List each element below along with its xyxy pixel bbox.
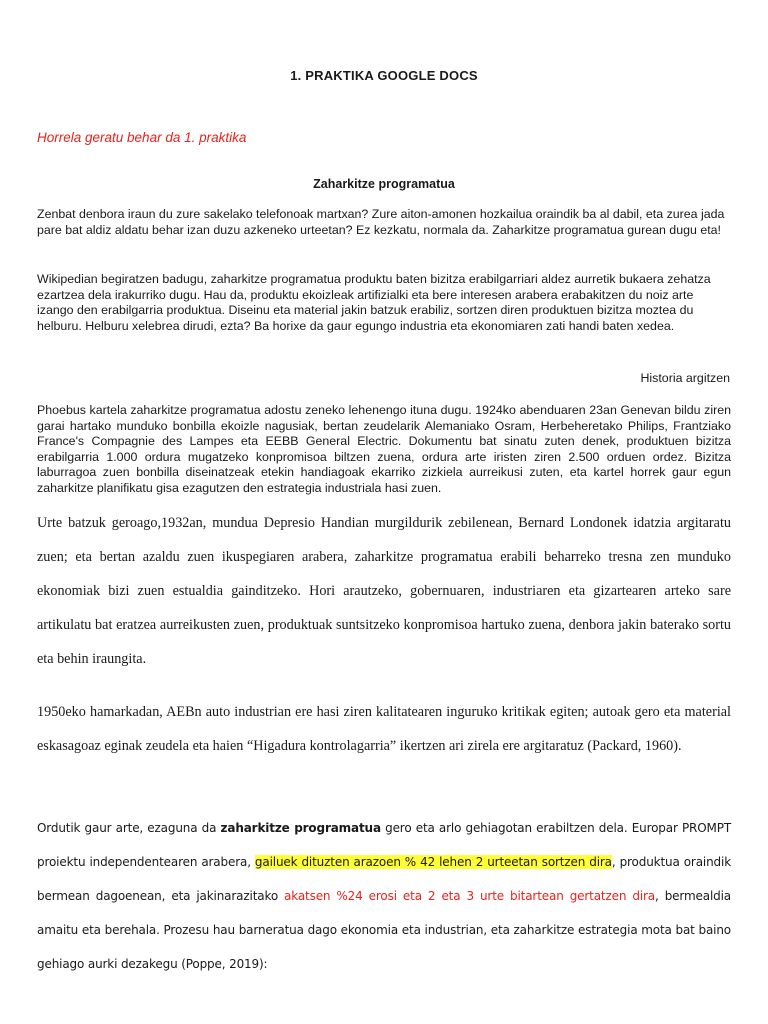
p3-after: zaharkitze programatua adostu zeneko lehenengo ituna dugu. 1924ko abenduaren 23an Genevan bildu ziren garai hartako munduko bonbilla ekoizle nagusiak, bertan zeudelarik Alemaniako Osram, Herbeheretako Philips, Frantziako France's Compagnie des Lampes eta EEBB General Electric. Dokumentu bat sinatu zuten denek, produktuen bizitza erabilgarria 1.000 ordura mugatzeko konpromisoa biltzen zuena, ordura arte iristen ziren 2.500 orduen ordez. Bizitza laburragoa zuen bonbilla diseinatzeak etekin handiagoak ekarriko zizkiela aurreikusi zuten, eta kartel horrek gaur egun zaharkitze planifikatu gisa ezagutzen den estrategia industriala hasi zuen. — [37, 403, 731, 495]
p6-b: gero eta arlo gehiagotan erabiltzen dela. Europar PROMPT proiektu independentearen arabera, — [37, 821, 732, 869]
p6-d: , bermealdia amaitu eta berehala. Prozesu hau barneratua dago ekonomia eta industrian, eta zaharkitze estrategia mota bat baino gehiago aurki dezakegu (Poppe, 2019): — [37, 889, 731, 971]
p6-red-text: akatsen %24 erosi eta 2 eta 3 urte bitartean gertatzen dira — [284, 889, 655, 903]
p2-before: Wikipedian begiratzen badugu, — [37, 272, 211, 286]
red-note: Horrela geratu behar da 1. praktika — [37, 130, 247, 145]
p2-after: produktu baten bizitza erabilgarriari aldez aurretik bukaera zehatza ezartzea dela irakurriko dugu. Hau da, produktu ekoizleak artifizialki eta bere interesen arabera erabakitzen du noiz arte izango den erabilgarria produktua. Diseinu eta material jakin batzuk erabiliz, sortzen diren produktuen bizitza moztea du helburu. Helburu xelebrea dirudi, ezta? Ba horixe da gaur egungo industria eta ekonomiaren zati handi baten xedea. — [37, 272, 711, 333]
paragraph-london: Urte batzuk geroago,1932an, mundua Depresio Handian murgildurik zebilenean, Bernard Londonek idatzia argitaratu zuen; eta bertan azaldu zuen ikuspegiaren arabera, zaharkitze programatua erabili beharreko tresna zen munduko ekonomiak bizi zuen estualdia gainditzeko. Hori arautzeko, gobernuaren, industriaren eta gizartearen arteko sare artikulatu bat eratzea aurreikusten zuen, produktuak suntsitzeko konpromisoa hartuko zuena, denbora jakin baterako sortu eta behin iraungita. — [37, 515, 731, 667]
p3-term: Phoebus kartela — [37, 403, 127, 417]
document-title: 1. PRAKTIKA GOOGLE DOCS — [290, 68, 478, 83]
p6-a: Ordutik gaur arte, ezaguna da — [37, 821, 221, 835]
section-title: Zaharkitze programatua — [313, 177, 455, 191]
section-label-historia: Historia argitzen — [640, 371, 730, 385]
p6-highlight: gailuek dituzten arazoen % 42 lehen 2 urteetan sortzen dira — [254, 855, 612, 869]
p2-term: zaharkitze programatua — [210, 272, 341, 286]
paragraph-intro: Zenbat denbora iraun du zure sakelako telefonoak martxan? Zure aiton-amonen hozkailua oraindik ba al dabil, eta zurea jada pare bat aldiz aldatu behar izan duzu azkeneko urteetan? Ez kezkatu, normala da. Zaharkitze programatua gurean dugu eta! — [37, 207, 725, 237]
p6-c: , produktua oraindik bermean dagoenean, eta jakinarazitako — [37, 855, 731, 903]
p6-term: zaharkitze programatua — [220, 821, 381, 835]
paragraph-phoebus — [37, 403, 731, 497]
paragraph-prompt — [37, 811, 731, 981]
paragraph-wikipedia — [37, 272, 731, 334]
paragraph-1950: 1950eko hamarkadan, AEBn auto industrian ere hasi ziren kalitatearen inguruko kritikak egiten; autoak gero eta material eskasagoaz eginak zeudela eta haien “Higadura kontrolagarria” ikertzen ari zirela ere argitaratuz (Packard, 1960). — [37, 704, 731, 754]
